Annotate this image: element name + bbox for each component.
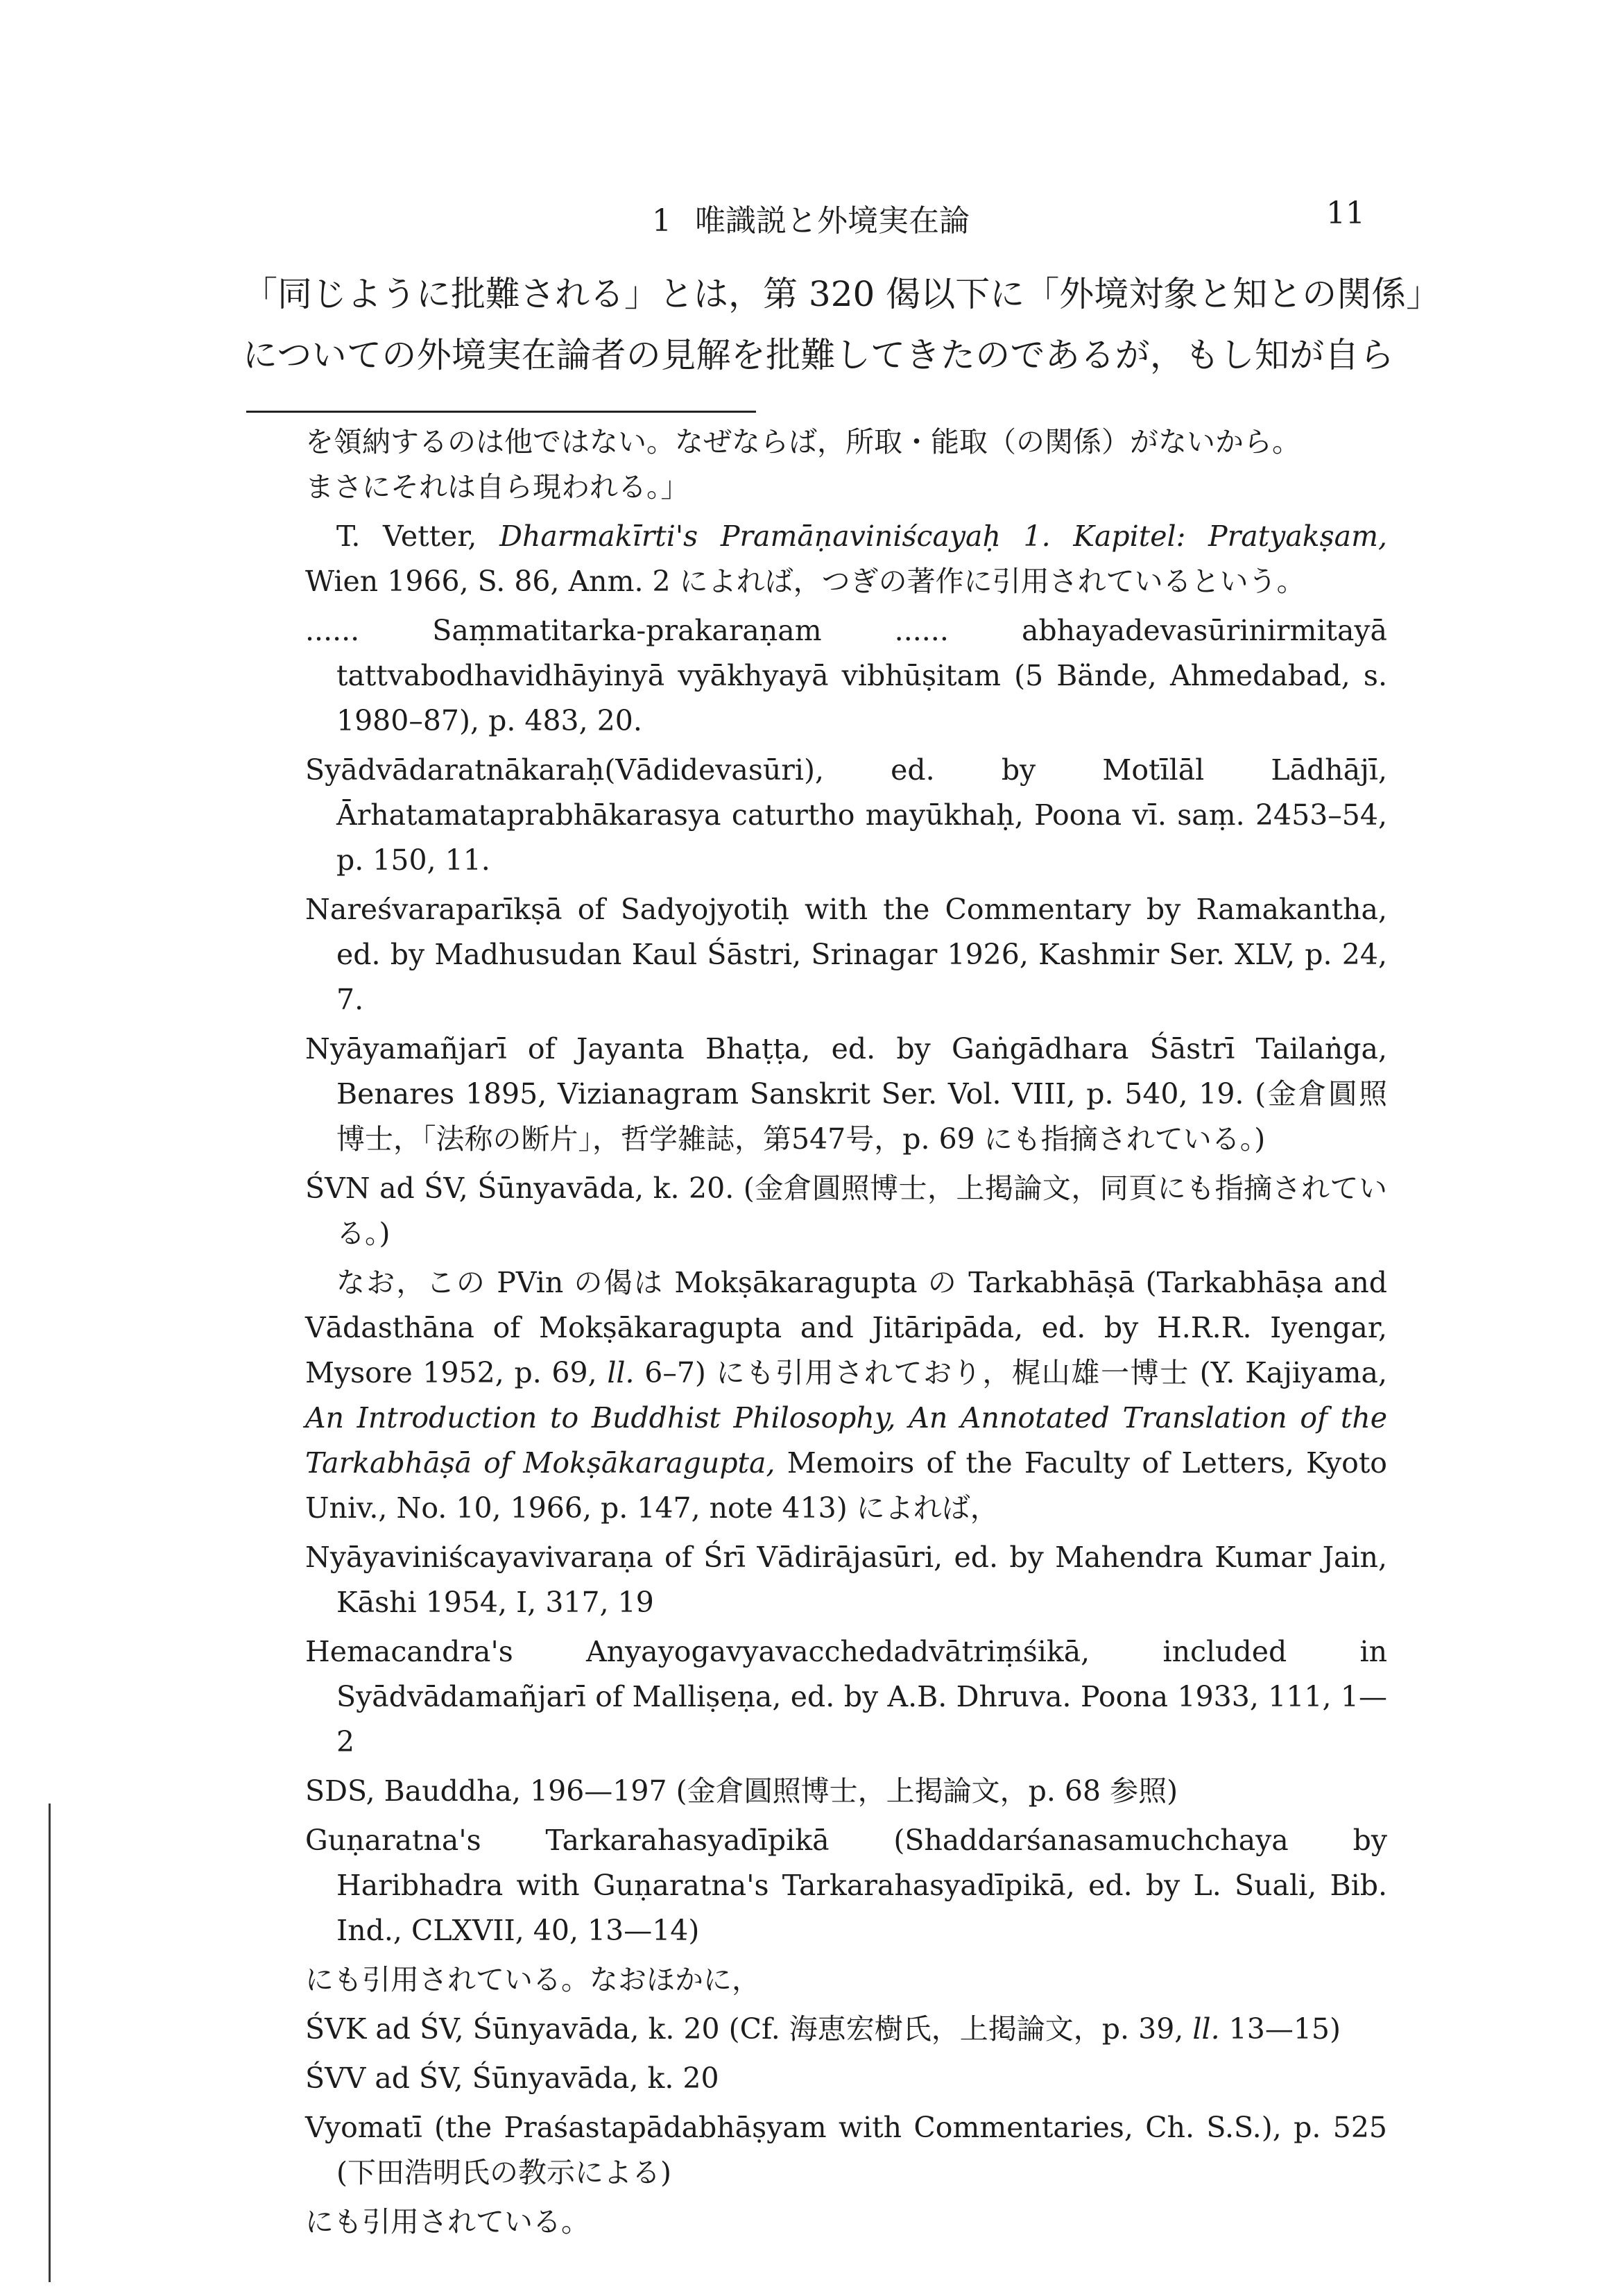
citation-entry: Nareśvaraparīkṣā of Sadyojyotiḥ with the Commentary by Ramakantha, ed. by Madhusudan Kaul Śāstri, Srinagar 1926, Kashmir Ser. XLV, p. 24, 7. <box>305 893 1387 1016</box>
lines-abbrev: ll. <box>607 1356 635 1389</box>
chapter-title: 唯識説と外境実在論 <box>695 203 970 239</box>
vetter-author: T. Vetter, <box>336 520 500 553</box>
svk-text-start: ŚVK ad ŚV, Śūnyavāda, k. 20 (Cf. 海恵宏樹氏，上掲論文，p. 39, <box>305 2012 1193 2046</box>
tarkabhasa-text-end: Memoirs of the Faculty of Letters, Kyoto Univ., No. 10, 1966, p. 147, note 413) によれば， <box>305 1446 1387 1525</box>
page-number: 11 <box>1326 196 1365 231</box>
lines-abbrev: ll. <box>1192 2012 1220 2046</box>
citation-entry: ŚVV ad ŚV, Śūnyavāda, k. 20 <box>305 2062 719 2095</box>
kajiyama-book-title: An Introduction to Buddhist Philosophy, An Annotated Translation of the Tarkabhāṣā of Mokṣākaragupta, <box>305 1401 1387 1480</box>
footnote <box>305 420 1387 2249</box>
footnote-continuation-line: を領納するのは他ではない。なぜならば，所取・能取（の関係）がないから。 <box>305 425 1300 459</box>
vetter-reference <box>305 514 1387 604</box>
citation-entry: SDS, Bauddha, 196—197 (金倉圓照博士，上掲論文，p. 68 参照) <box>305 1774 1178 1808</box>
citation-entry: Guṇaratna's Tarkarahasyadīpikā (Shaddarśanasamuchchaya by Haribhadra with Guṇaratna's Tarkarahasyadīpikā, ed. by L. Suali, Bib. Ind., CLXVII, 40, 13—14) <box>305 1824 1387 1947</box>
scan-page-edge <box>49 1804 51 2282</box>
citation-entry: Vyomatī (the Praśastapādabhāṣyam with Commentaries, Ch. S.S.), p. 525 (下田浩明氏の教示による) <box>305 2111 1387 2189</box>
svk-citation <box>305 2007 1387 2052</box>
running-header <box>0 196 1623 237</box>
tarkabhasa-paragraph <box>305 1260 1387 1531</box>
footnote-continuation-line: まさにそれは自ら現われる。」 <box>305 470 689 504</box>
closing-line: にも引用されている。 <box>305 2205 590 2238</box>
citation-entry: ŚVN ad ŚV, Śūnyavāda, k. 20. (金倉圓照博士，上掲論文，同頁にも指摘されている。) <box>305 1172 1387 1250</box>
vetter-title: Dharmakīrti's Pramāṇaviniścayaḥ 1. Kapitel: Pratyakṣam, <box>499 520 1388 553</box>
footnote-rule <box>246 411 756 413</box>
cited-more-line: にも引用されている。なおほかに， <box>305 1963 760 1996</box>
citation-entry: Hemacandra's Anyayogavyavacchedadvātriṃśikā, included in Syādvādamañjarī of Malliṣeṇa, ed. by A.B. Dhruva. Poona 1933, 111, 1—2 <box>305 1635 1387 1758</box>
svk-text-end: 13—15) <box>1219 2012 1341 2046</box>
tarkabhasa-text-mid: 6–7) にも引用されており，梶山雄一博士 (Y. Kajiyama, <box>634 1356 1387 1389</box>
citation-entry: Syādvādaratnākaraḥ(Vādidevasūri), ed. by Motīlāl Lādhājī, Ārhatamataprabhākarasya caturtho mayūkhaḥ, Poona vī. saṃ. 2453–54, p. 150, 11. <box>305 753 1387 877</box>
citation-entry: Nyāyamañjarī of Jayanta Bhaṭṭa, ed. by Gaṅgādhara Śāstrī Tailaṅga, Benares 1895, Vizianagram Sanskrit Ser. Vol. VIII, p. 540, 19. (金倉圓照博士，「法称の断片」，哲学雑誌，第547号，p. 69 にも指摘されている。) <box>305 1032 1387 1156</box>
citation-entry: ...... Saṃmatitarka-prakaraṇam ...... abhayadevasūrinirmitayā tattvabodhavidhāyinyā vyākhyayā vibhūṣitam (5 Bände, Ahmedabad, s. 1980–87), p. 483, 20. <box>305 614 1387 737</box>
body-line: についての外境実在論者の見解を批難してきたのであるが，もし知が自ら <box>243 335 1394 375</box>
tarkabhasa-text-start: なお，この PVin の偈は Mokṣākaragupta の Tarkabhāṣā (Tarkabhāṣa and Vādasthāna of Mokṣākaragupta and Jitāripāda, ed. by H.R.R. Iyengar, Mysore 1952, p. 69, <box>305 1266 1387 1389</box>
body-line: 「同じように批難される」とは，第 320 偈以下に「外境対象と知との関係」 <box>243 274 1441 314</box>
chapter-number: 1 <box>652 203 671 239</box>
citation-entry: Nyāyaviniścayavivaraṇa of Śrī Vādirājasūri, ed. by Mahendra Kumar Jain, Kāshi 1954, I, 317, 19 <box>305 1541 1387 1619</box>
vetter-rest: Wien 1966, S. 86, Anm. 2 によれば，つぎの著作に引用されているという。 <box>305 565 1305 598</box>
chapter-heading <box>652 196 970 240</box>
main-text <box>243 264 1441 386</box>
